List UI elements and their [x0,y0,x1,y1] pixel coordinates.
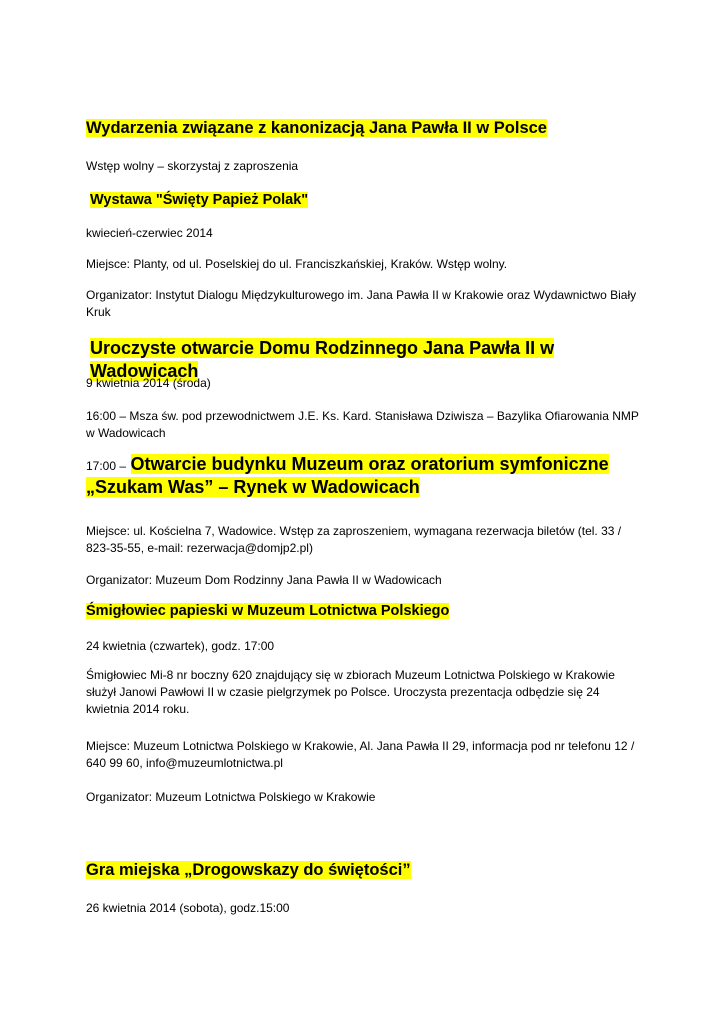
helicopter-description [86,667,646,718]
helicopter-date-text: 24 kwietnia (czwartek), godz. 17:00 [86,639,275,653]
main-title [86,118,646,139]
helicopter-organizer-text: Organizator: Muzeum Lotnictwa Polskiego w Krakowie [86,790,376,804]
helicopter-date [86,638,646,655]
house-organizer-text: Organizator: Muzeum Dom Rodzinny Jana Pawła II w Wadowicach [86,573,442,587]
main-title-text: Wydarzenia związane z kanonizacją Jana Pawła II w Polsce [86,119,547,137]
house-place-text: Miejsce: ul. Kościelna 7, Wadowice. Wstęp za zaproszeniem, wymagana rezerwacja biletów (tel. 33 / 823-35-55, e-mail: rezerwacja@domjp2.pl) [86,524,622,555]
opening-title [86,453,626,498]
exhibition-organizer-text: Organizator: Instytut Dialogu Międzykulturowego im. Jana Pawła II w Krakowie oraz Wydawnictwo Biały Kruk [86,288,637,319]
city-game-date-text: 26 kwietnia 2014 (sobota), godz.15:00 [86,901,290,915]
helicopter-title [86,602,646,620]
house-place [86,523,646,557]
exhibition-place [86,256,646,273]
helicopter-organizer [86,789,646,806]
city-game-date [86,900,646,917]
house-mass [86,408,646,442]
house-title-text: Uroczyste otwarcie Domu Rodzinnego Jana Pawła II w Wadowicach [90,338,555,381]
exhibition-date [86,225,646,242]
exhibition-title-text: Wystawa "Święty Papież Polak" [90,192,309,208]
house-organizer [86,572,646,589]
intro-paragraph: Wstęp wolny – skorzystaj z zaproszenia [86,159,299,173]
exhibition-place-text: Miejsce: Planty, od ul. Poselskiej do ul. Franciszkańskiej, Kraków. Wstęp wolny. [86,257,508,271]
helicopter-title-text: Śmigłowiec papieski w Muzeum Lotnictwa Polskiego [86,603,450,619]
exhibition-title [90,191,650,209]
house-date [86,375,646,392]
helicopter-place-text: Miejsce: Muzeum Lotnictwa Polskiego w Krakowie, Al. Jana Pawła II 29, informacja pod nr telefonu 12 / 640 99 60, info@muzeumlotnictwa.pl [86,739,635,770]
opening-title-text: Otwarcie budynku Muzeum oraz oratorium symfoniczne „Szukam Was” – Rynek w Wadowicach [86,454,609,497]
intro-text [86,158,646,175]
helicopter-place [86,738,646,772]
helicopter-description-text: Śmigłowiec Mi-8 nr boczny 620 znajdujący się w zbiorach Muzeum Lotnictwa Polskiego w Krakowie służył Janowi Pawłowi II w czasie pielgrzymek po Polsce. Uroczysta prezentacja odbędzie się 24 kwietnia 2014 roku. [86,668,615,716]
house-mass-text: 16:00 – Msza św. pod przewodnictwem J.E. Ks. Kard. Stanisława Dziwisza – Bazylika Ofiarowania NMP w Wadowicach [86,409,639,440]
house-date-text: 9 kwietnia 2014 (środa) [86,376,211,390]
city-game-title-text: Gra miejska „Drogowskazy do świętości” [86,861,411,879]
opening-time-prefix: 17:00 – [86,459,127,473]
city-game-title [86,860,646,881]
exhibition-organizer [86,287,646,321]
exhibition-date-text: kwiecień-czerwiec 2014 [86,226,213,240]
